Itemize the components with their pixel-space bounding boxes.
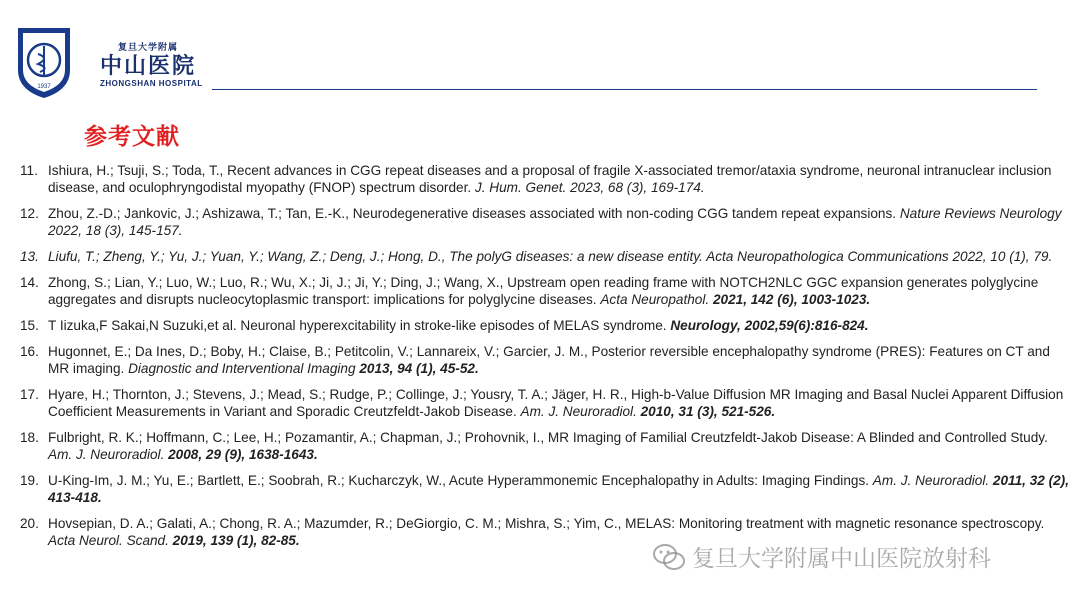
reference-item bbox=[20, 386, 1072, 420]
logo-year: 1937 bbox=[37, 84, 51, 90]
reference-text: Hyare, H.; Thornton, J.; Stevens, J.; Mead, S.; Rudge, P.; Collinge, J.; Yousry, T. A.; Jäger, H. R., High-b-Value Diffusion MR Imaging and Basal Nuclei Apparent Diffusion Coefficient Measurements in Variant and Sporadic Creutzfeldt-Jakob Disease. bbox=[48, 387, 1064, 419]
reference-item bbox=[20, 317, 1072, 334]
reference-source-details: 2021, 142 (6), 1003-1023. bbox=[709, 292, 871, 307]
reference-source: Am. J. Neuroradiol. bbox=[872, 473, 990, 488]
reference-item bbox=[20, 429, 1072, 463]
watermark bbox=[652, 540, 991, 573]
brand-name: 中山医院 bbox=[100, 53, 197, 78]
reference-number: 13. bbox=[20, 249, 39, 264]
reference-source: Acta Neuropathologica Communications 2022, 10 (1), 79. bbox=[706, 249, 1053, 264]
reference-number: 11. bbox=[20, 163, 38, 178]
reference-list bbox=[20, 162, 1072, 558]
reference-source: Acta Neurol. Scand. bbox=[48, 533, 169, 548]
brand-english: ZHONGSHAN HOSPITAL bbox=[100, 79, 203, 88]
hospital-brand bbox=[100, 40, 203, 88]
wechat-icon bbox=[652, 542, 686, 572]
reference-source: Nature Reviews Neurology 2022, 18 (3), 145-157. bbox=[48, 206, 1062, 238]
reference-text: Zhong, S.; Lian, Y.; Luo, W.; Luo, R.; Wu, X.; Ji, J.; Ji, Y.; Ding, J.; Wang, X., Upstream open reading frame with NOTCH2NLC GGC expansion generates polyglycine aggregates and disrupts nucleocytoplasmic transport: implications for polyglycine diseases. bbox=[48, 275, 1039, 307]
reference-item bbox=[20, 472, 1072, 506]
reference-number: 17. bbox=[20, 387, 39, 402]
reference-item bbox=[20, 162, 1072, 196]
hospital-logo bbox=[14, 24, 74, 100]
reference-item bbox=[20, 205, 1072, 239]
reference-number: 19. bbox=[20, 473, 39, 488]
watermark-text: 复旦大学附属中山医院放射科 bbox=[692, 546, 991, 572]
reference-source: Am. J. Neuroradiol. bbox=[48, 447, 165, 462]
reference-source: Diagnostic and Interventional Imaging bbox=[128, 361, 356, 376]
reference-number: 18. bbox=[20, 430, 39, 445]
reference-source-details: 2019, 139 (1), 82-85. bbox=[168, 533, 300, 548]
page-title: 参考文献 bbox=[84, 124, 180, 150]
reference-item bbox=[20, 248, 1072, 265]
reference-source-details: 2008, 29 (9), 1638-1643. bbox=[164, 447, 318, 462]
reference-text: T Iizuka,F Sakai,N Suzuki,et al. Neuronal hyperexcitability in stroke-like episodes of MELAS syndrome. bbox=[48, 318, 671, 333]
reference-text: Hovsepian, D. A.; Galati, A.; Chong, R. A.; Mazumder, R.; DeGiorgio, C. M.; Mishra, S.; Yim, C., MELAS: Monitoring treatment with magnetic resonance spectroscopy. bbox=[48, 516, 1045, 531]
reference-source-details: 2011, 32 (2), 413-418. bbox=[48, 473, 1069, 505]
reference-text: U-King-Im, J. M.; Yu, E.; Bartlett, E.; Soobrah, R.; Kucharczyk, W., Acute Hyperammonemic Encephalopathy in Adults: Imaging Findings. bbox=[48, 473, 873, 488]
reference-item bbox=[20, 343, 1072, 377]
reference-number: 16. bbox=[20, 344, 39, 359]
reference-number: 14. bbox=[20, 275, 39, 290]
reference-item bbox=[20, 274, 1072, 308]
reference-source: J. Hum. Genet. 2023, 68 (3), 169-174. bbox=[474, 180, 705, 195]
reference-number: 15. bbox=[20, 318, 39, 333]
reference-text: Hugonnet, E.; Da Ines, D.; Boby, H.; Claise, B.; Petitcolin, V.; Lannareix, V.; Garcier, J. M., Posterior reversible encephalopathy syndrome (PRES): Features on CT and MR imaging. bbox=[48, 344, 1050, 376]
reference-text: Fulbright, R. K.; Hoffmann, C.; Lee, H.; Pozamantir, A.; Chapman, J.; Prohovnik, I., MR Imaging of Familial Creutzfeldt-Jakob Disease: A Blinded and Controlled Study. bbox=[48, 430, 1048, 445]
reference-text: Zhou, Z.-D.; Jankovic, J.; Ashizawa, T.; Tan, E.-K., Neurodegenerative diseases associated with non-coding CGG tandem repeat expansions. bbox=[48, 206, 900, 221]
reference-source: Am. J. Neuroradiol. bbox=[520, 404, 637, 419]
reference-number: 12. bbox=[20, 206, 39, 221]
reference-text: Liufu, T.; Zheng, Y.; Yu, J.; Yuan, Y.; Wang, Z.; Deng, J.; Hong, D., The polyG diseases: a new disease entity. bbox=[48, 249, 707, 264]
brand-subtitle: 复旦大学附属 bbox=[118, 42, 179, 52]
reference-number: 20. bbox=[20, 516, 39, 531]
reference-source-details: 2010, 31 (3), 521-526. bbox=[636, 404, 776, 419]
header-divider bbox=[212, 89, 1037, 90]
reference-source: Neurology, 2002,59(6):816-824. bbox=[670, 318, 869, 333]
reference-source: Acta Neuropathol. bbox=[600, 292, 710, 307]
reference-source-details: 2013, 94 (1), 45-52. bbox=[355, 361, 479, 376]
reference-text: Ishiura, H.; Tsuji, S.; Toda, T., Recent advances in CGG repeat diseases and a proposal of fragile X-associated tremor/ataxia syndrome, neuronal intranuclear inclusion disease, and oculophryngodistal myopathy (FNOP) spectrum disorder. bbox=[48, 163, 1052, 195]
